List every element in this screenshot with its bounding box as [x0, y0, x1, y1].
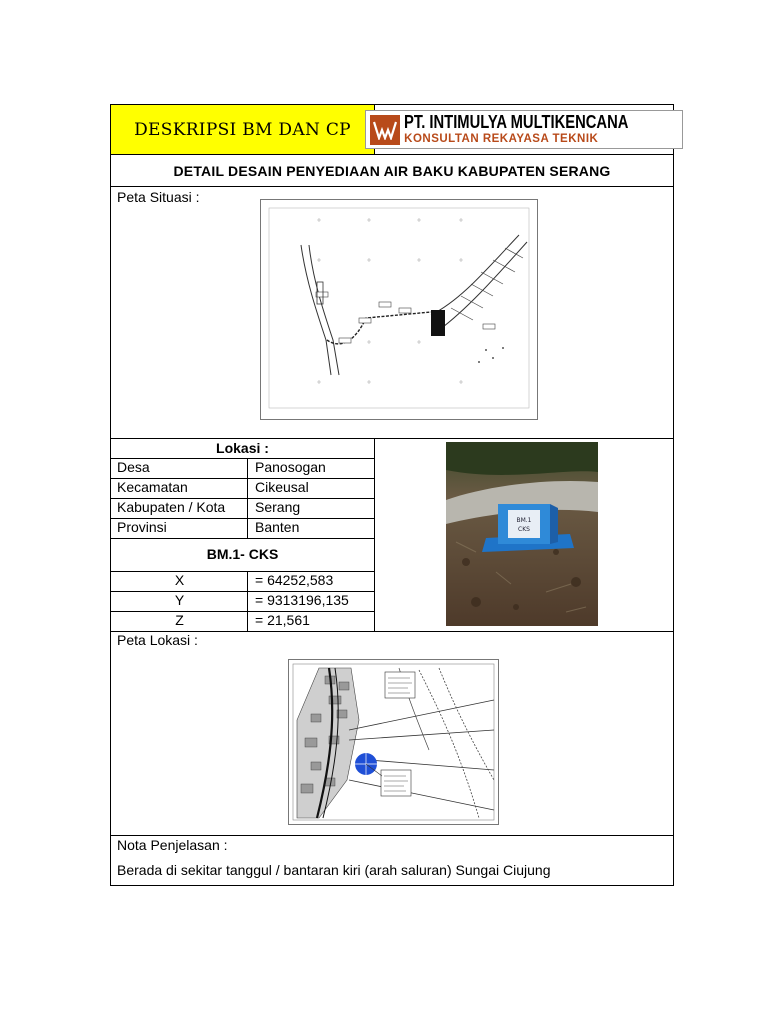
table-row [111, 571, 374, 592]
table-row [111, 518, 374, 539]
benchmark-name: BM.1- CKS [206, 546, 279, 562]
company-logo-cell [375, 105, 673, 155]
coord-value: = 21,561 [255, 612, 310, 628]
location-heading-row [111, 439, 374, 459]
document-title: DESKRIPSI BM DAN CP [111, 105, 375, 155]
table-row [111, 498, 374, 519]
table-row [111, 478, 374, 499]
location-heading: Lokasi : [216, 440, 269, 456]
situation-map [260, 199, 538, 420]
location-map-label: Peta Lokasi : [117, 632, 198, 648]
company-name: PT. INTIMULYA MULTIKENCANA [404, 112, 629, 133]
location-key: Desa [117, 459, 150, 475]
table-row [111, 458, 374, 479]
description-sheet [110, 104, 674, 886]
location-value: Cikeusal [255, 479, 309, 495]
benchmark-photo [446, 442, 598, 626]
table-row [111, 611, 374, 631]
coord-axis: X [174, 572, 185, 588]
notes-label: Nota Penjelasan : [117, 837, 228, 853]
notes-text: Berada di sekitar tanggul / bantaran kiri (arah saluran) Sungai Ciujung [117, 862, 551, 878]
coord-axis: Y [174, 592, 185, 608]
location-map [288, 659, 499, 825]
marker-text: CKS [518, 526, 530, 533]
coord-axis: Z [175, 612, 184, 628]
location-value: Serang [255, 499, 301, 515]
location-key: Kecamatan [117, 479, 188, 495]
location-value: Panosogan [255, 459, 326, 475]
project-subtitle: DETAIL DESAIN PENYEDIAAN AIR BAKU KABUPATEN SERANG [111, 155, 673, 187]
location-map-drawing [289, 660, 498, 824]
logo-emblem-icon [370, 115, 400, 145]
marker-text: BM.1 [516, 517, 532, 524]
coord-value: = 64252,583 [255, 572, 334, 588]
company-tagline: KONSULTAN REKAYASA TEKNIK [404, 133, 599, 146]
company-logo [365, 110, 683, 149]
divider [111, 835, 673, 836]
situation-map-drawing [261, 200, 537, 419]
table-row [111, 591, 374, 612]
benchmark-name-row [111, 538, 374, 572]
location-key: Kabupaten / Kota [117, 499, 226, 515]
divider [374, 438, 375, 631]
location-value: Banten [255, 519, 300, 535]
situation-map-label: Peta Situasi : [117, 189, 200, 205]
coord-value: = 9313196,135 [255, 592, 349, 608]
location-key: Provinsi [117, 519, 167, 535]
